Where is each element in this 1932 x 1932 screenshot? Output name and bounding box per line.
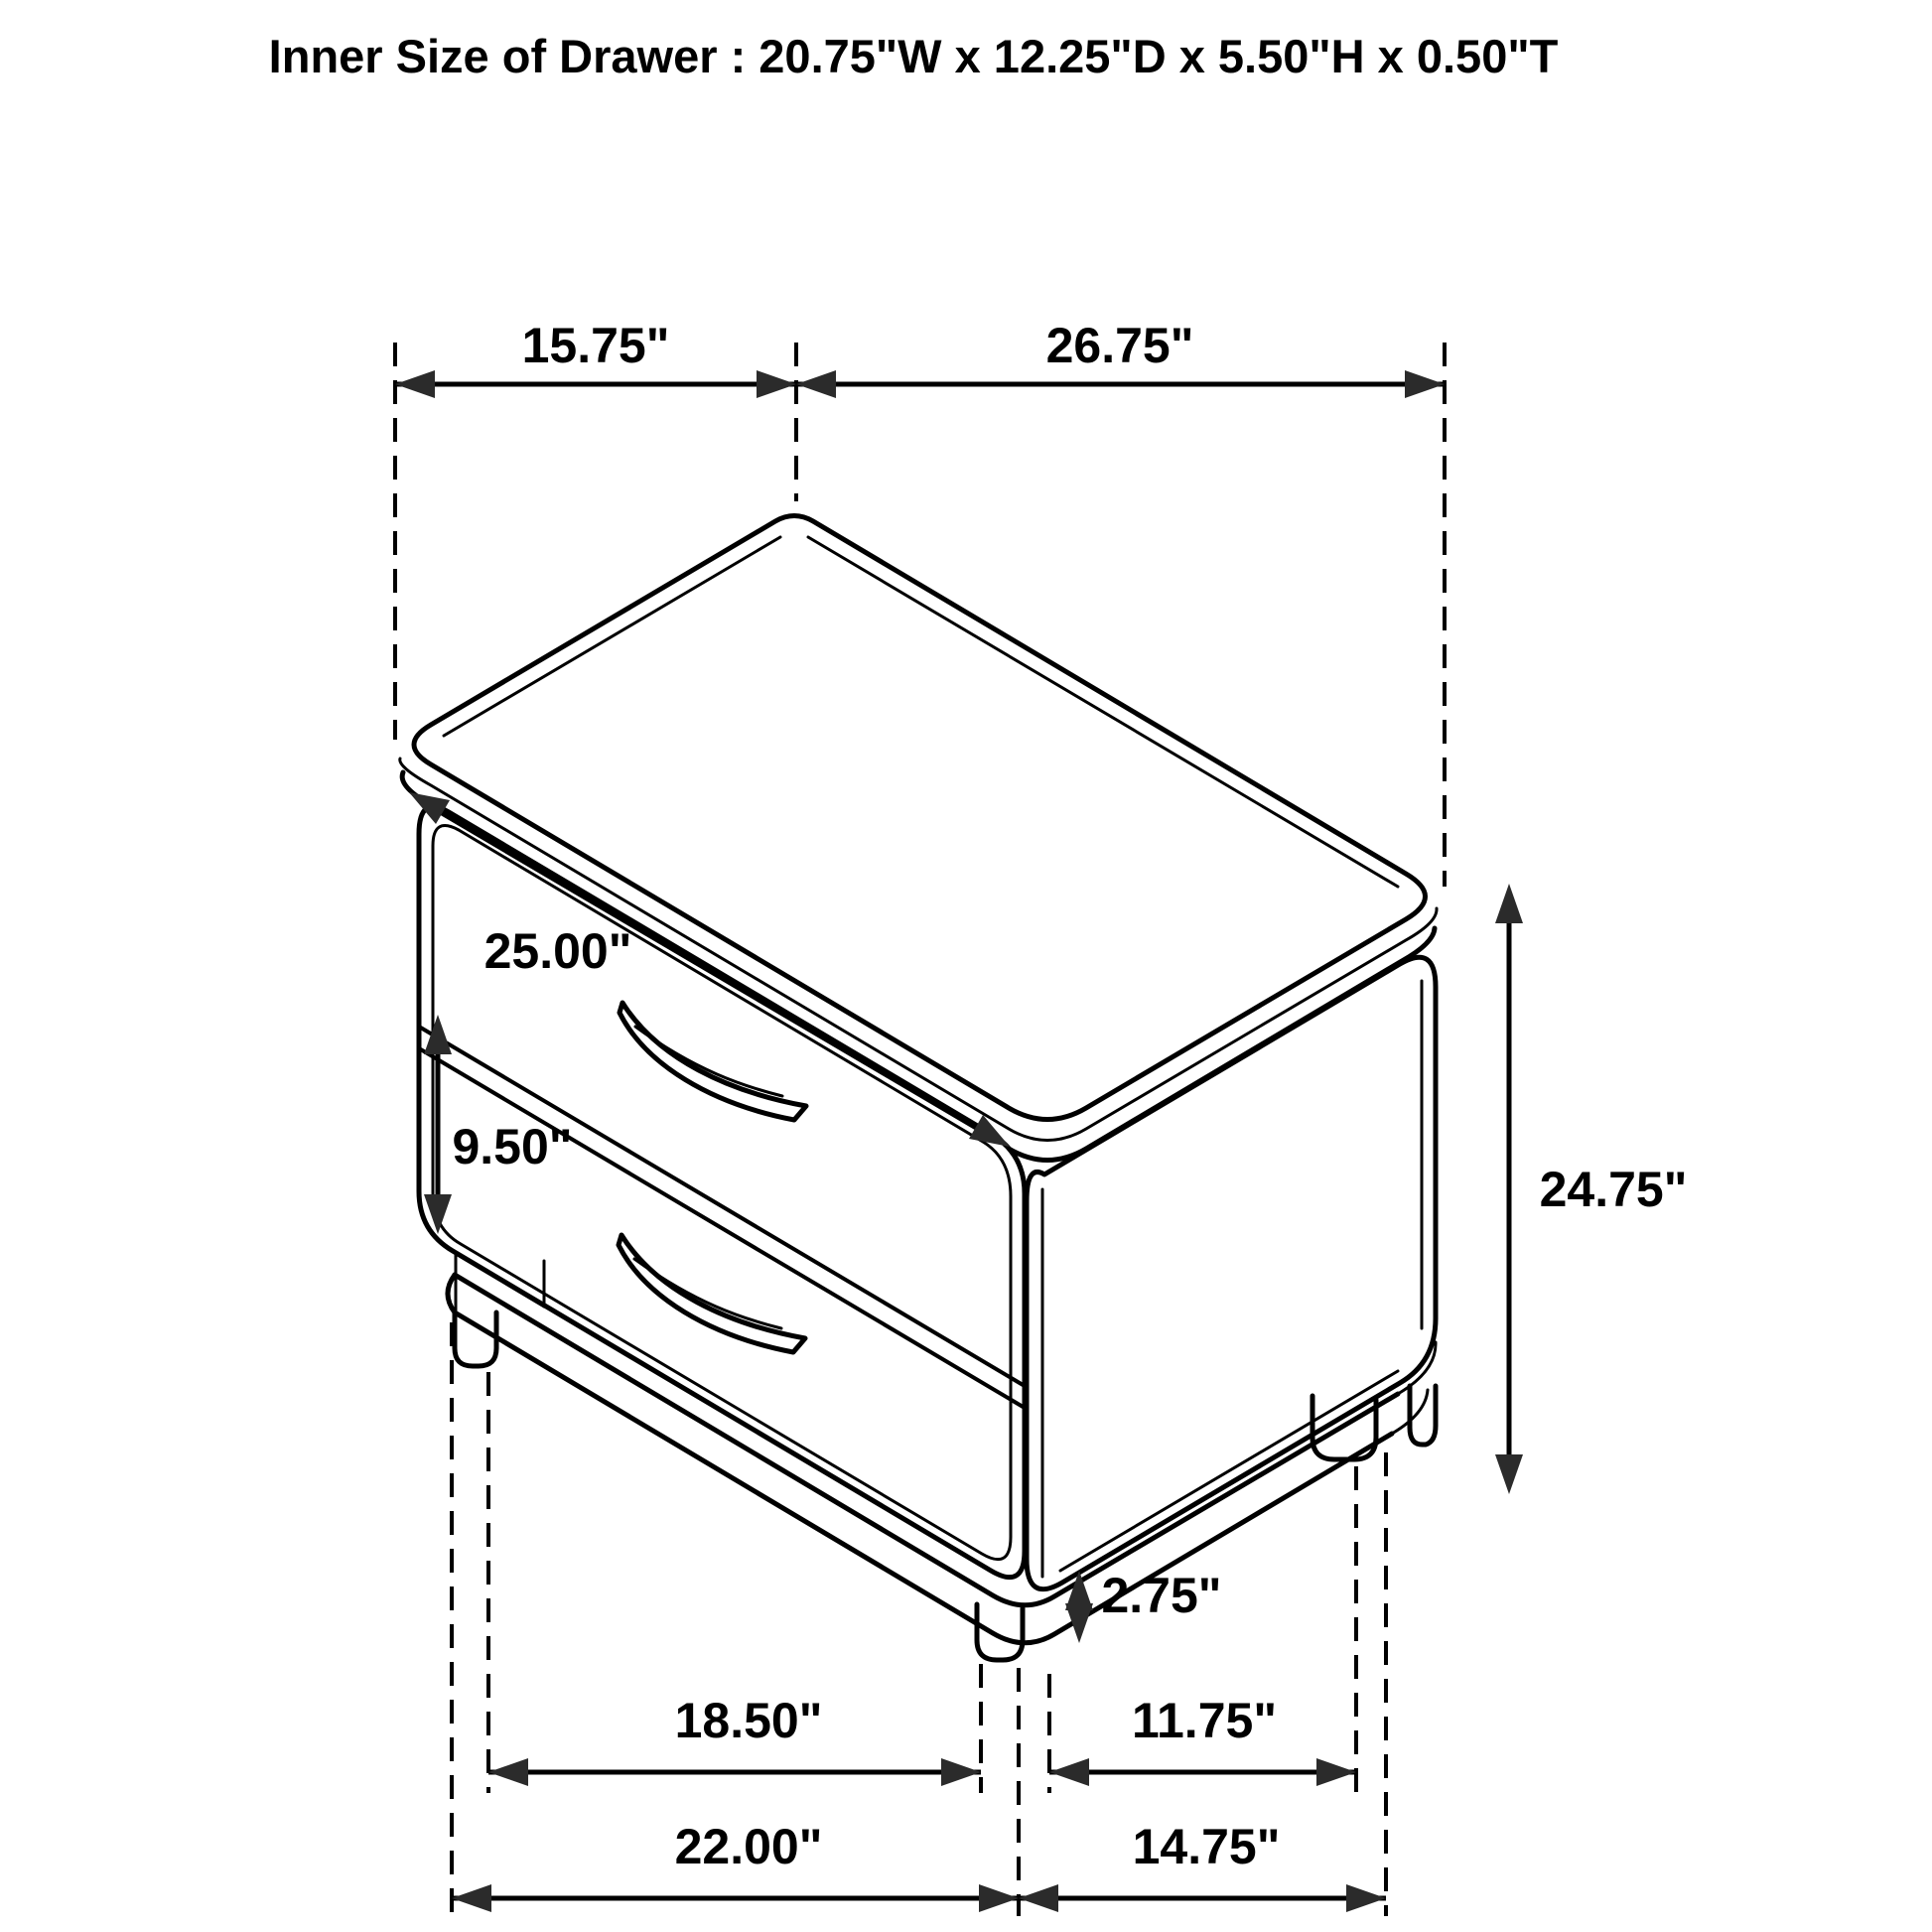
label-top-surface-width: 25.00" (483, 923, 632, 979)
label-top-width: 26.75" (1045, 318, 1194, 373)
label-bottom-side-inner: 11.75" (1131, 1693, 1278, 1748)
nightstand-drawing (400, 516, 1437, 1661)
page-title: Inner Size of Drawer : 20.75"W x 12.25"D x 5.50"H x 0.50"T (268, 30, 1559, 82)
label-overall-height: 24.75" (1539, 1162, 1688, 1217)
label-bottom-front-inner: 18.50" (674, 1693, 823, 1748)
label-base-height: 2.75" (1101, 1568, 1222, 1623)
label-bottom-side-overall: 14.75" (1132, 1819, 1281, 1874)
label-drawer-front-height: 9.50" (452, 1119, 573, 1174)
label-bottom-front-overall: 22.00" (674, 1819, 823, 1874)
label-top-depth: 15.75" (521, 318, 670, 373)
